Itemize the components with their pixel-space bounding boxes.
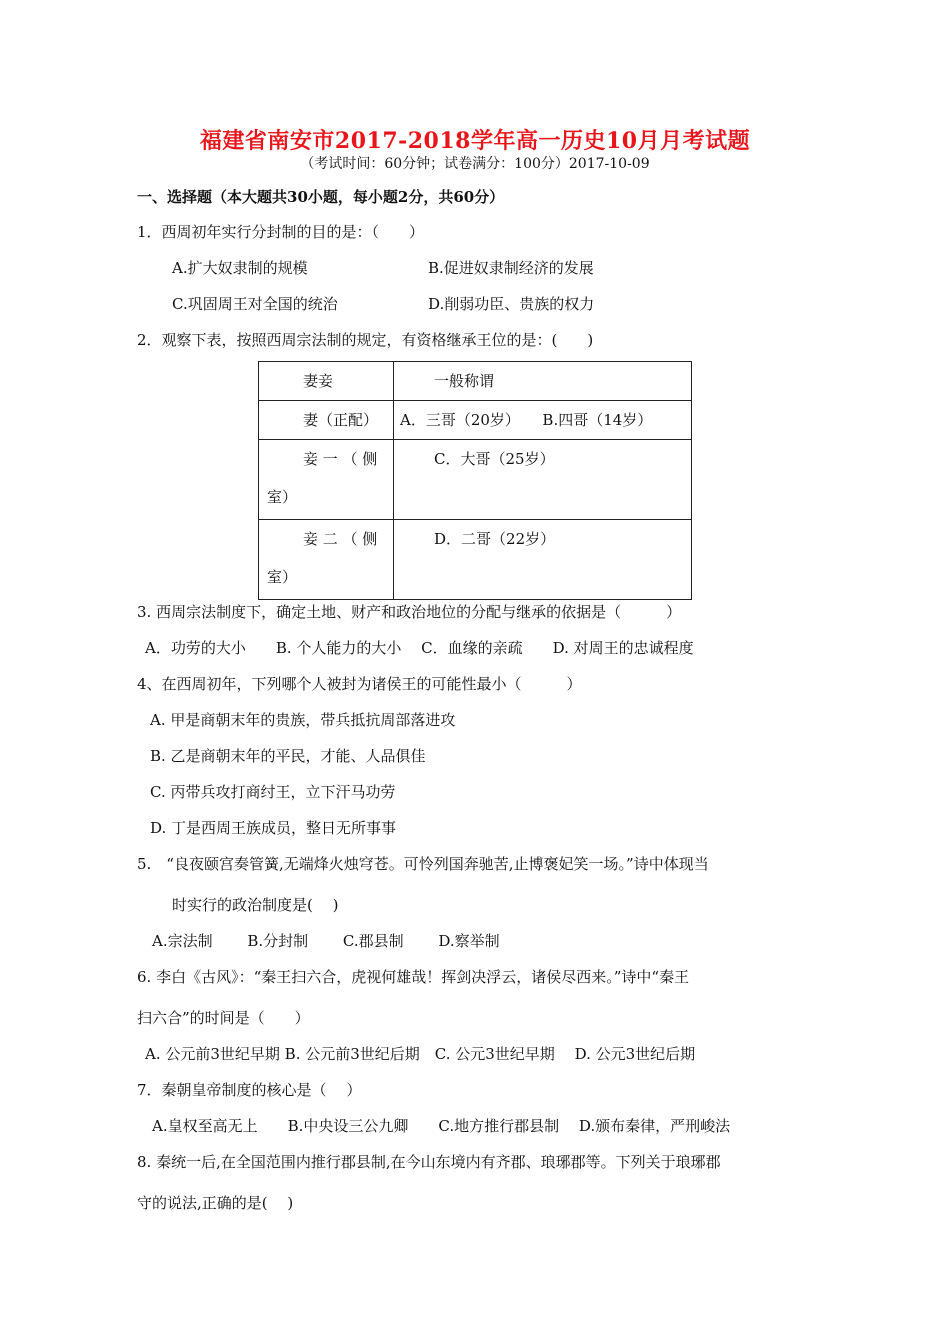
table-cell: [259, 440, 394, 520]
table-row3-concubine-line2: 室）: [267, 568, 298, 586]
table-cell: [259, 520, 394, 600]
section-heading: 一、选择题（本大题共30小题，每小题2分，共60分）: [137, 188, 505, 206]
question-6-stem-line2: 扫六合”的时间是（ ）: [137, 1009, 310, 1027]
table-header-wives: 妻妾: [303, 372, 334, 390]
question-6-stem-line1: 6. 李白《古风》：“秦王扫六合，虎视何雄哉！挥剑决浮云，诸侯尽西来。”诗中“秦王: [137, 968, 690, 986]
exam-title: 福建省南安市2017-2018学年高一历史10月月考试题: [199, 128, 751, 154]
question-4-option-d: D. 丁是西周王族成员，整日无所事事: [150, 819, 397, 837]
table-row2-son: C．大哥（25岁）: [434, 450, 555, 468]
table-row3-concubine-line1: 妾 二 （ 侧: [303, 530, 378, 548]
question-8-stem-line2: 守的说法,正确的是( ): [137, 1194, 294, 1212]
question-6-options: A. 公元前3世纪早期 B. 公元前3世纪后期 C. 公元3世纪早期 D. 公元3世纪后期: [145, 1045, 696, 1063]
question-7-stem: 7．秦朝皇帝制度的核心是（ ）: [137, 1081, 362, 1099]
table-row1-sons: A．三哥（20岁） B.四哥（14岁）: [400, 411, 653, 429]
table-row3-son: D．二哥（22岁）: [434, 530, 556, 548]
table-header-cell: [394, 362, 692, 401]
question-1-option-a: A.扩大奴隶制的规模: [172, 259, 308, 277]
question-2-stem: 2．观察下表，按照西周宗法制的规定，有资格继承王位的是：( ): [137, 331, 594, 349]
table-cell: [394, 520, 692, 600]
exam-subtitle: （考试时间：60分钟；试卷满分：100分）2017-10-09: [300, 156, 650, 172]
question-1-stem: 1．西周初年实行分封制的目的是：（ ）: [137, 223, 425, 241]
question-4-stem: 4、在西周初年，下列哪个人被封为诸侯王的可能性最小（ ）: [137, 675, 582, 693]
question-5-stem-line2: 时实行的政治制度是( ): [172, 896, 339, 914]
question-4-option-b: B. 乙是商朝末年的平民，才能、人品俱佳: [150, 747, 426, 765]
question-1-option-c: C.巩固周王对全国的统治: [172, 295, 338, 313]
table-row1-wife: 妻（正配）: [303, 411, 379, 429]
question-5-options: A.宗法制 B.分封制 C.郡县制 D.察举制: [152, 932, 500, 950]
table-cell: [394, 440, 692, 520]
table-header-cell: [259, 362, 394, 401]
question-3-options: A．功劳的大小 B. 个人能力的大小 C．血缘的亲疏 D. 对周王的忠诚程度: [145, 639, 694, 657]
table-cell: [394, 401, 692, 440]
question-1-option-d: D.削弱功臣、贵族的权力: [428, 295, 595, 313]
table-row2-concubine-line2: 室）: [267, 488, 298, 506]
table-row2-concubine-line1: 妾 一 （ 侧: [303, 450, 378, 468]
question-7-options: A.皇权至高无上 B.中央设三公九卿 C.地方推行郡县制 D.颁布秦律，严刑峻法: [152, 1117, 731, 1135]
question-3-stem: 3. 西周宗法制度下，确定土地、财产和政治地位的分配与继承的依据是（ ）: [137, 603, 682, 621]
question-8-stem-line1: 8. 秦统一后,在全国范围内推行郡县制,在今山东境内有齐郡、琅琊郡等。下列关于琅琊郡: [137, 1153, 721, 1171]
table-header-titles: 一般称谓: [434, 372, 495, 390]
inheritance-table: [258, 361, 692, 600]
question-1-option-b: B.促进奴隶制经济的发展: [428, 259, 594, 277]
question-4-option-c: C. 丙带兵攻打商纣王，立下汗马功劳: [150, 783, 396, 801]
question-4-option-a: A. 甲是商朝末年的贵族，带兵抵抗周部落进攻: [150, 711, 456, 729]
question-5-stem-line1: 5. “良夜颐宫奏管簧,无端烽火烛穹苍。可怜列国奔驰苦,止博褒妃笑一场。”诗中体现当: [137, 855, 709, 873]
table-cell: [259, 401, 394, 440]
